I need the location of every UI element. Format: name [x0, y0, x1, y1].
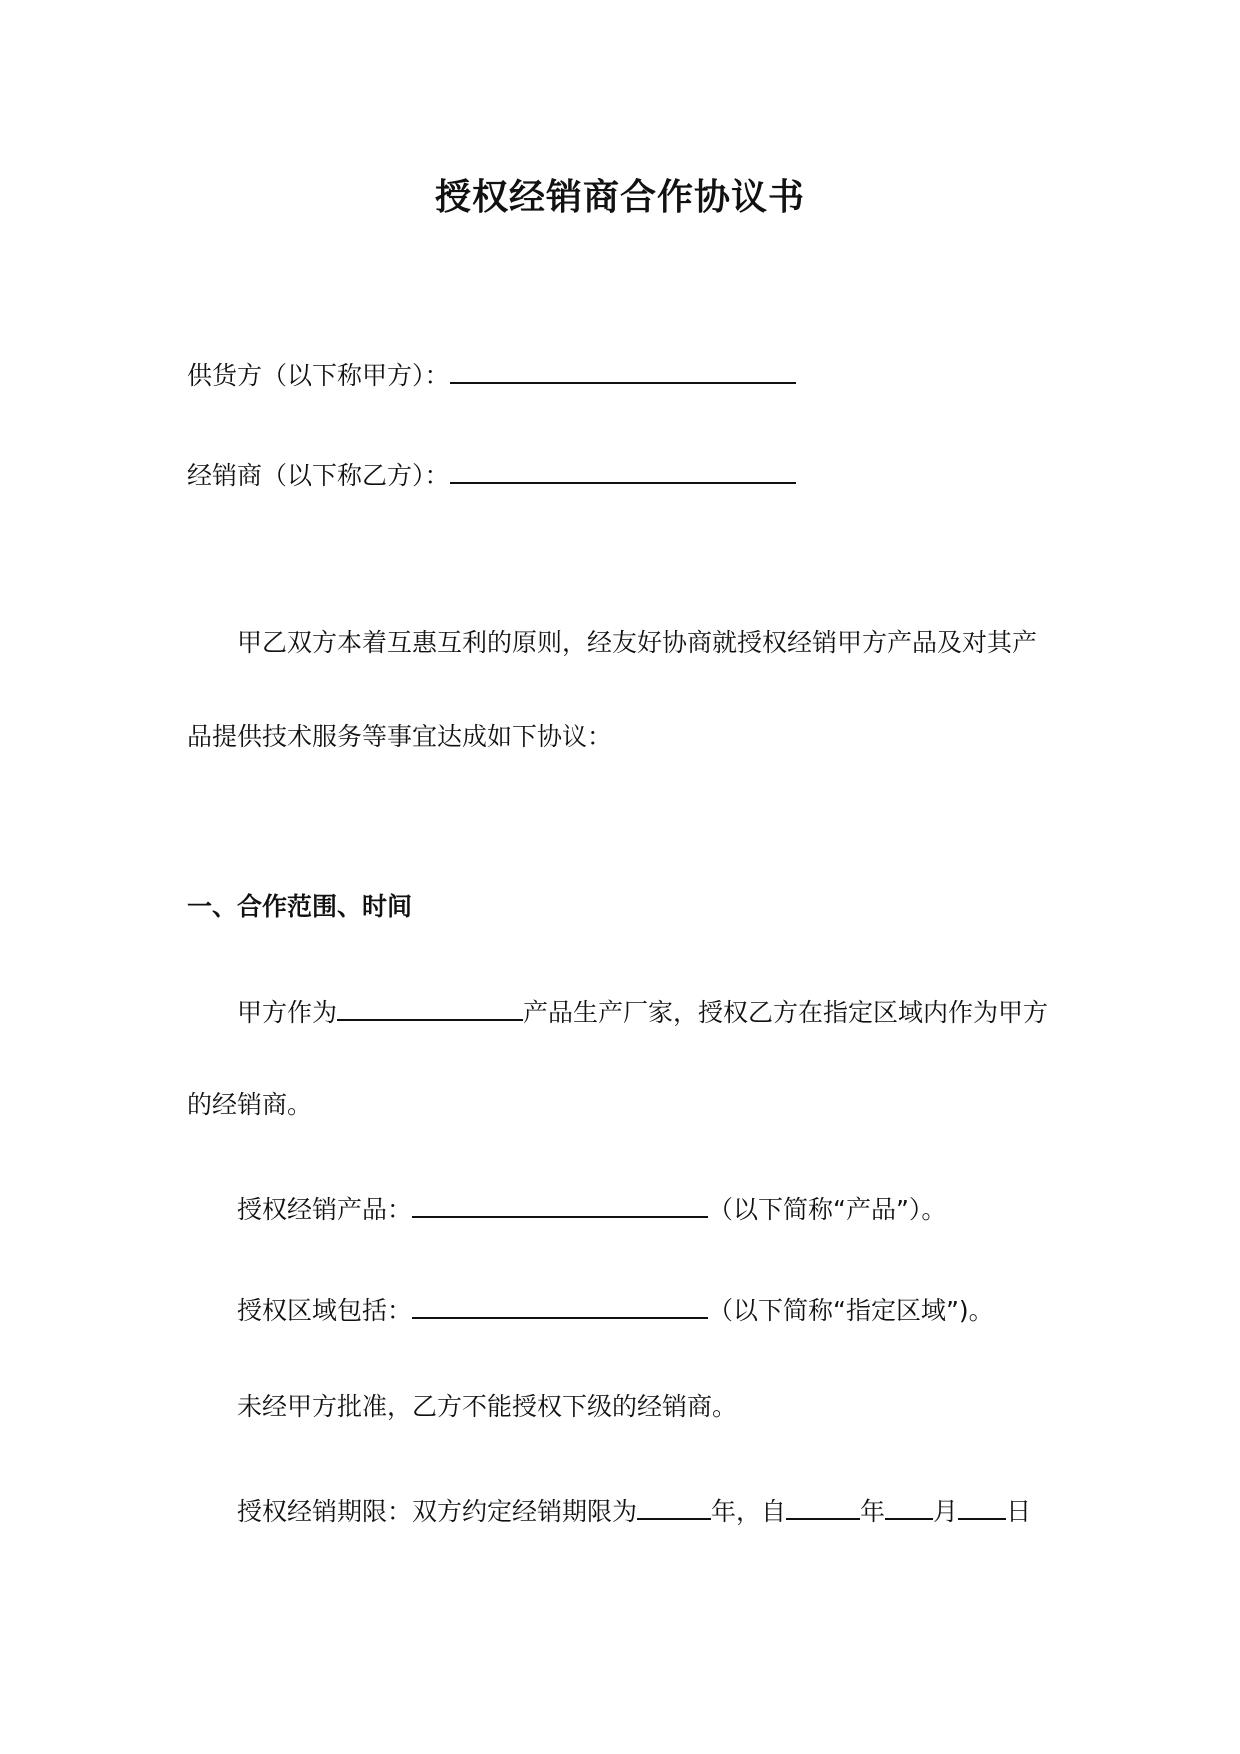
intro-line-2: 品提供技术服务等事宜达成如下协议： — [187, 722, 613, 751]
supplier-line — [187, 356, 796, 391]
dealer-line — [187, 456, 796, 491]
term-day: 日 — [1006, 1497, 1032, 1526]
product-blank[interactable] — [412, 1190, 708, 1218]
term-prefix: 授权经销期限：双方约定经销期限为 — [237, 1497, 638, 1526]
manufacturer-suffix: 产品生产厂家，授权乙方在指定区域内作为甲方 — [523, 998, 1049, 1027]
supplier-label: 供货方（以下称甲方）： — [187, 361, 450, 390]
term-line — [237, 1492, 1031, 1527]
region-suffix: （以下简称“指定区域”)。 — [708, 1296, 994, 1325]
dealer-blank[interactable] — [450, 456, 796, 484]
supplier-blank[interactable] — [450, 356, 796, 384]
start-year-blank[interactable] — [786, 1492, 860, 1520]
sub-dealer-note: 未经甲方批准，乙方不能授权下级的经销商。 — [237, 1392, 738, 1421]
section-1-para-1-line-2: 的经销商。 — [187, 1090, 313, 1119]
region-line — [237, 1291, 994, 1326]
product-label: 授权经销产品： — [237, 1195, 413, 1224]
term-years-blank[interactable] — [637, 1492, 711, 1520]
manufacturer-blank[interactable] — [337, 993, 523, 1021]
section-1-heading: 一、合作范围、时间 — [187, 892, 413, 921]
term-year-unit: 年，自 — [711, 1497, 787, 1526]
product-suffix: （以下简称“产品”）。 — [708, 1195, 947, 1224]
term-month: 月 — [933, 1497, 959, 1526]
manufacturer-prefix: 甲方作为 — [237, 998, 338, 1027]
product-line — [237, 1190, 946, 1225]
term-year: 年 — [860, 1497, 886, 1526]
document-title: 授权经销商合作协议书 — [434, 177, 805, 218]
region-label: 授权区域包括： — [237, 1296, 413, 1325]
start-month-blank[interactable] — [885, 1492, 933, 1520]
dealer-label: 经销商（以下称乙方）： — [187, 461, 450, 490]
intro-line-1: 甲乙双方本着互惠互利的原则，经友好协商就授权经销甲方产品及对其产 — [237, 628, 1038, 657]
region-blank[interactable] — [412, 1291, 708, 1319]
start-day-blank[interactable] — [958, 1492, 1006, 1520]
section-1-para-1 — [237, 993, 1048, 1028]
